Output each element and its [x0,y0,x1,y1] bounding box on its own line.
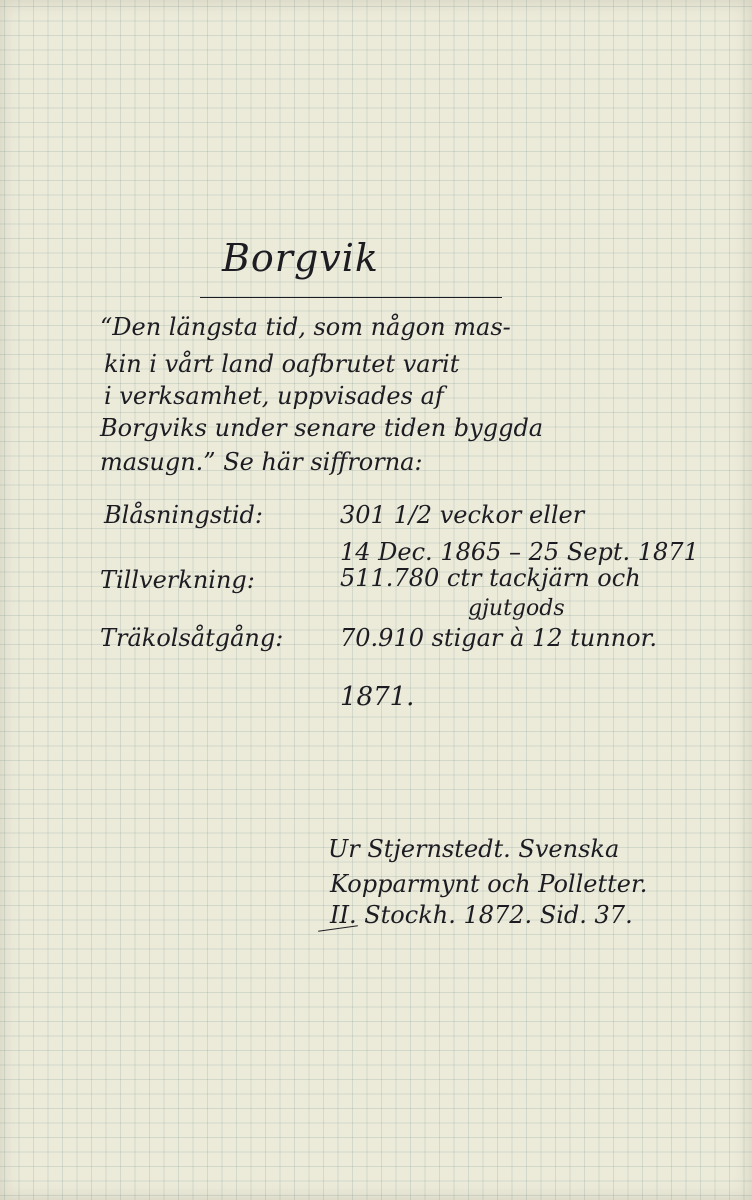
quote-line-5: masugn.” Se här siffrorna: [100,448,423,476]
trakolsatgang-value: 70.910 stigar à 12 tunnor. [340,624,658,652]
quote-line-2: kin i vårt land oafbrutet varit [104,350,460,378]
title-underline [200,297,502,298]
blasningstid-dates: 14 Dec. 1865 – 25 Sept. 1871 [340,538,699,566]
tillverkning-value-continued: gjutgods [468,596,565,621]
quote-line-3: i verksamhet, uppvisades af [104,382,444,410]
source-line-3-rest: Stockh. 1872. Sid. 37. [356,901,633,929]
source-line-1: Ur Stjernstedt. Svenska [328,835,620,863]
trakolsatgang-label: Träkolsåtgång: [100,624,284,652]
page-title: Borgvik [222,236,379,280]
quote-line-1: “Den längsta tid, som någon mas- [100,313,511,341]
volume-number: II. [330,901,357,929]
blasningstid-value: 301 1/2 veckor eller [340,501,585,529]
tillverkning-label: Tillverkning: [100,566,255,594]
blasningstid-label: Blåsningstid: [104,501,263,529]
source-line-2: Kopparmynt och Polletter. [330,870,648,898]
source-line-3 [330,900,633,930]
year-note: 1871. [340,682,415,712]
quote-line-4: Borgviks under senare tiden byggda [100,414,544,442]
tillverkning-value: 511.780 ctr tackjärn och [340,564,641,592]
